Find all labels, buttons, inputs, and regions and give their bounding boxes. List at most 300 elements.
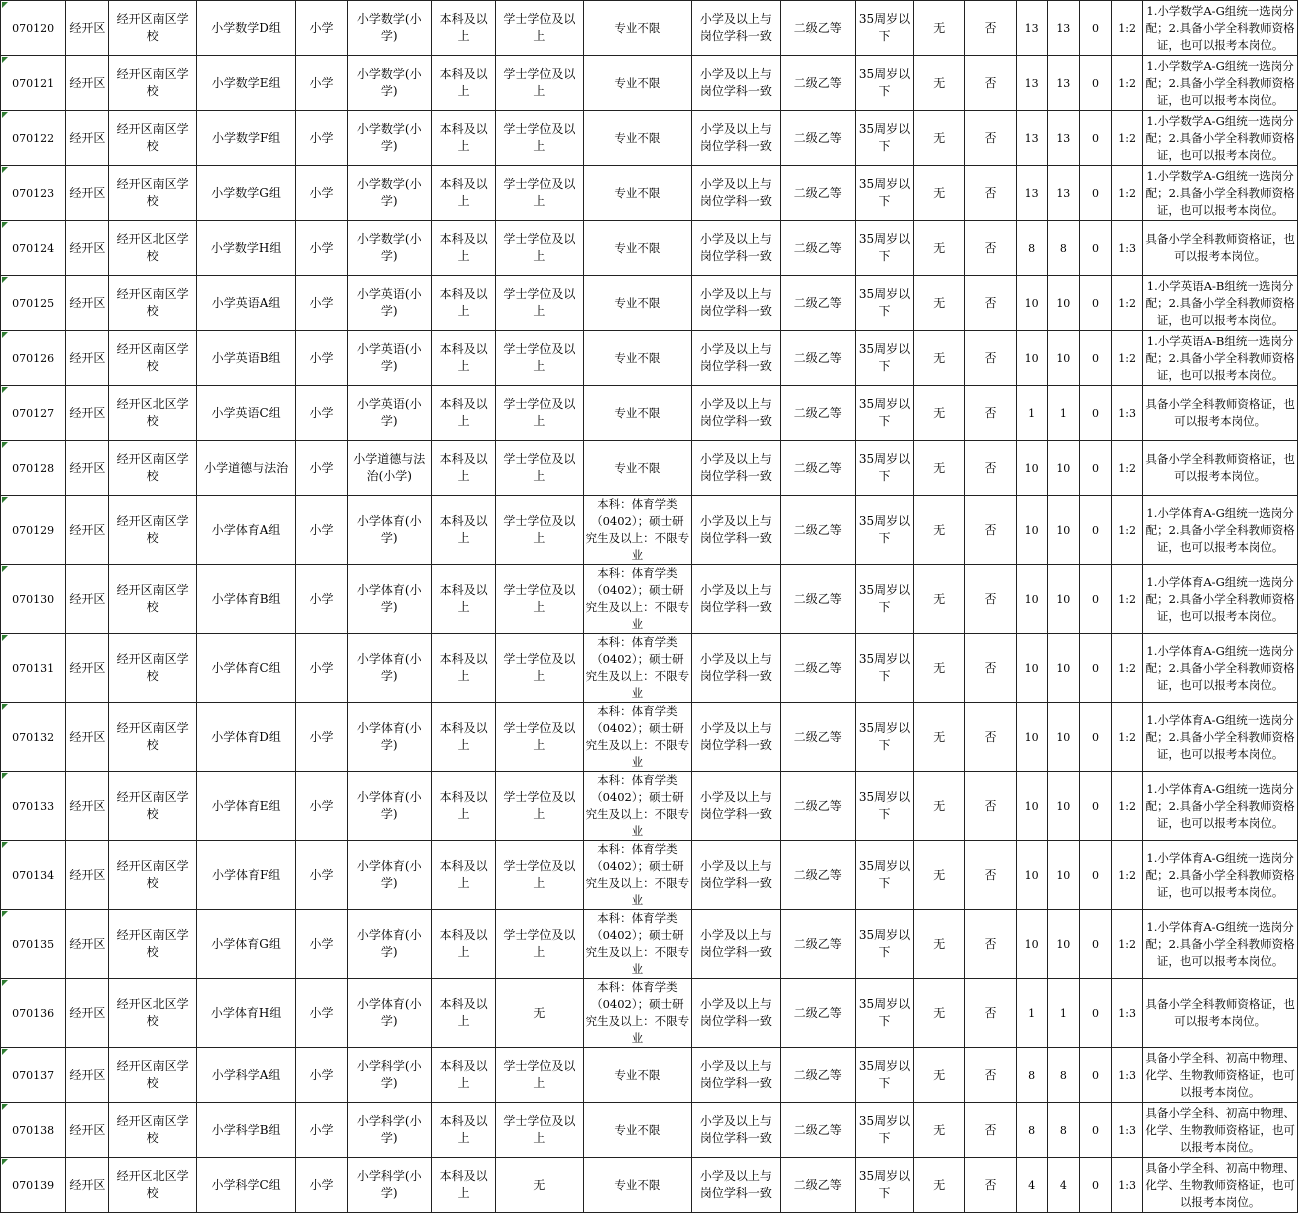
position-code-cell <box>1 979 66 1048</box>
count-cell: 1 <box>1047 979 1079 1048</box>
mandarin-grade-cell: 二级乙等 <box>780 910 855 979</box>
count-cell: 0 <box>1079 1 1111 56</box>
ratio-cell: 1:2 <box>1112 276 1143 331</box>
position-code-cell <box>1 56 66 111</box>
education-cell: 本科及以上 <box>431 221 495 276</box>
remarks-cell: 1.小学英语A-B组统一选岗分配；2.具备小学全科教师资格证，也可以报考本岗位。 <box>1143 331 1298 386</box>
count-cell: 0 <box>1079 703 1111 772</box>
position-code-cell <box>1 276 66 331</box>
position-code-cell <box>1 1 66 56</box>
certificate-cell: 小学及以上与岗位学科一致 <box>692 111 780 166</box>
cell-comment-marker-icon <box>2 1049 8 1055</box>
major-cell: 专业不限 <box>583 276 692 331</box>
age-cell: 35周岁以下 <box>855 841 913 910</box>
count-cell: 10 <box>1016 703 1047 772</box>
degree-cell: 学士学位及以上 <box>496 221 583 276</box>
district-cell: 经开区 <box>66 910 109 979</box>
remarks-cell: 1.小学数学A-G组统一选岗分配；2.具备小学全科教师资格证，也可以报考本岗位。 <box>1143 56 1298 111</box>
table-row <box>1 772 1298 841</box>
count-cell: 10 <box>1047 496 1079 565</box>
school-cell: 经开区南区学校 <box>109 166 196 221</box>
position-code-text: 070124 <box>12 241 55 255</box>
degree-cell: 学士学位及以上 <box>496 841 583 910</box>
restriction-cell: 否 <box>965 1 1016 56</box>
position-code-cell <box>1 703 66 772</box>
subject-cell: 小学体育(小学) <box>347 496 431 565</box>
count-cell: 10 <box>1016 565 1047 634</box>
restriction-cell: 否 <box>965 386 1016 441</box>
age-cell: 35周岁以下 <box>855 1158 913 1213</box>
subject-cell: 小学数学(小学) <box>347 56 431 111</box>
certificate-cell: 小学及以上与岗位学科一致 <box>692 1103 780 1158</box>
school-level-cell: 小学 <box>296 703 347 772</box>
position-code-text: 070138 <box>12 1123 55 1137</box>
experience-cell: 无 <box>914 979 965 1048</box>
position-code-text: 070126 <box>12 351 55 365</box>
mandarin-grade-cell: 二级乙等 <box>780 1048 855 1103</box>
ratio-cell: 1:2 <box>1112 841 1143 910</box>
degree-cell: 学士学位及以上 <box>496 166 583 221</box>
position-code-text: 070130 <box>12 592 55 606</box>
post-name-cell: 小学数学H组 <box>196 221 295 276</box>
count-cell: 10 <box>1047 634 1079 703</box>
major-cell: 本科：体育学类（0402）；硕士研究生及以上：不限专业 <box>583 496 692 565</box>
cell-comment-marker-icon <box>2 1159 8 1165</box>
experience-cell: 无 <box>914 221 965 276</box>
position-code-cell <box>1 111 66 166</box>
table-row <box>1 634 1298 703</box>
cell-comment-marker-icon <box>2 442 8 448</box>
district-cell: 经开区 <box>66 276 109 331</box>
education-cell: 本科及以上 <box>431 496 495 565</box>
degree-cell: 学士学位及以上 <box>496 634 583 703</box>
subject-cell: 小学数学(小学) <box>347 1 431 56</box>
count-cell: 10 <box>1016 634 1047 703</box>
certificate-cell: 小学及以上与岗位学科一致 <box>692 386 780 441</box>
count-cell: 0 <box>1079 772 1111 841</box>
restriction-cell: 否 <box>965 910 1016 979</box>
position-code-cell <box>1 1103 66 1158</box>
school-cell: 经开区南区学校 <box>109 910 196 979</box>
mandarin-grade-cell: 二级乙等 <box>780 979 855 1048</box>
education-cell: 本科及以上 <box>431 772 495 841</box>
table-row <box>1 841 1298 910</box>
count-cell: 8 <box>1016 221 1047 276</box>
mandarin-grade-cell: 二级乙等 <box>780 441 855 496</box>
count-cell: 8 <box>1016 1103 1047 1158</box>
count-cell: 10 <box>1016 496 1047 565</box>
count-cell: 10 <box>1016 910 1047 979</box>
district-cell: 经开区 <box>66 166 109 221</box>
mandarin-grade-cell: 二级乙等 <box>780 772 855 841</box>
subject-cell: 小学道德与法治(小学) <box>347 441 431 496</box>
certificate-cell: 小学及以上与岗位学科一致 <box>692 496 780 565</box>
district-cell: 经开区 <box>66 56 109 111</box>
count-cell: 0 <box>1079 56 1111 111</box>
education-cell: 本科及以上 <box>431 565 495 634</box>
count-cell: 0 <box>1079 386 1111 441</box>
certificate-cell: 小学及以上与岗位学科一致 <box>692 979 780 1048</box>
remarks-cell: 具备小学全科教师资格证，也可以报考本岗位。 <box>1143 221 1298 276</box>
ratio-cell: 1:2 <box>1112 634 1143 703</box>
ratio-cell: 1:2 <box>1112 111 1143 166</box>
certificate-cell: 小学及以上与岗位学科一致 <box>692 772 780 841</box>
position-code-text: 070127 <box>12 406 55 420</box>
degree-cell: 学士学位及以上 <box>496 56 583 111</box>
district-cell: 经开区 <box>66 496 109 565</box>
position-code-text: 070129 <box>12 523 55 537</box>
post-name-cell: 小学英语A组 <box>196 276 295 331</box>
degree-cell: 学士学位及以上 <box>496 441 583 496</box>
age-cell: 35周岁以下 <box>855 565 913 634</box>
post-name-cell: 小学英语C组 <box>196 386 295 441</box>
major-cell: 专业不限 <box>583 56 692 111</box>
subject-cell: 小学体育(小学) <box>347 979 431 1048</box>
age-cell: 35周岁以下 <box>855 221 913 276</box>
mandarin-grade-cell: 二级乙等 <box>780 221 855 276</box>
count-cell: 0 <box>1079 496 1111 565</box>
certificate-cell: 小学及以上与岗位学科一致 <box>692 221 780 276</box>
subject-cell: 小学体育(小学) <box>347 703 431 772</box>
table-row <box>1 979 1298 1048</box>
mandarin-grade-cell: 二级乙等 <box>780 276 855 331</box>
count-cell: 8 <box>1016 1048 1047 1103</box>
table-row <box>1 496 1298 565</box>
restriction-cell: 否 <box>965 496 1016 565</box>
count-cell: 10 <box>1047 772 1079 841</box>
school-cell: 经开区南区学校 <box>109 496 196 565</box>
experience-cell: 无 <box>914 331 965 386</box>
restriction-cell: 否 <box>965 111 1016 166</box>
school-cell: 经开区南区学校 <box>109 1 196 56</box>
position-code-text: 070134 <box>12 868 55 882</box>
position-code-text: 070133 <box>12 799 55 813</box>
position-code-text: 070136 <box>12 1006 55 1020</box>
experience-cell: 无 <box>914 841 965 910</box>
degree-cell: 学士学位及以上 <box>496 111 583 166</box>
school-level-cell: 小学 <box>296 634 347 703</box>
experience-cell: 无 <box>914 1103 965 1158</box>
age-cell: 35周岁以下 <box>855 634 913 703</box>
education-cell: 本科及以上 <box>431 331 495 386</box>
position-code-cell <box>1 496 66 565</box>
major-cell: 本科：体育学类（0402）；硕士研究生及以上：不限专业 <box>583 565 692 634</box>
count-cell: 0 <box>1079 1103 1111 1158</box>
school-level-cell: 小学 <box>296 221 347 276</box>
major-cell: 专业不限 <box>583 1 692 56</box>
count-cell: 10 <box>1047 703 1079 772</box>
table-row <box>1 1103 1298 1158</box>
restriction-cell: 否 <box>965 331 1016 386</box>
count-cell: 0 <box>1079 276 1111 331</box>
experience-cell: 无 <box>914 1048 965 1103</box>
degree-cell: 学士学位及以上 <box>496 1048 583 1103</box>
school-cell: 经开区南区学校 <box>109 703 196 772</box>
certificate-cell: 小学及以上与岗位学科一致 <box>692 841 780 910</box>
restriction-cell: 否 <box>965 979 1016 1048</box>
degree-cell: 学士学位及以上 <box>496 331 583 386</box>
mandarin-grade-cell: 二级乙等 <box>780 634 855 703</box>
major-cell: 专业不限 <box>583 1048 692 1103</box>
count-cell: 0 <box>1079 1158 1111 1213</box>
major-cell: 专业不限 <box>583 111 692 166</box>
major-cell: 专业不限 <box>583 441 692 496</box>
mandarin-grade-cell: 二级乙等 <box>780 1103 855 1158</box>
ratio-cell: 1:2 <box>1112 56 1143 111</box>
cell-comment-marker-icon <box>2 332 8 338</box>
education-cell: 本科及以上 <box>431 276 495 331</box>
mandarin-grade-cell: 二级乙等 <box>780 703 855 772</box>
experience-cell: 无 <box>914 111 965 166</box>
school-cell: 经开区南区学校 <box>109 772 196 841</box>
post-name-cell: 小学体育A组 <box>196 496 295 565</box>
ratio-cell: 1:2 <box>1112 772 1143 841</box>
school-level-cell: 小学 <box>296 496 347 565</box>
major-cell: 专业不限 <box>583 221 692 276</box>
certificate-cell: 小学及以上与岗位学科一致 <box>692 56 780 111</box>
post-name-cell: 小学体育F组 <box>196 841 295 910</box>
certificate-cell: 小学及以上与岗位学科一致 <box>692 565 780 634</box>
table-row <box>1 56 1298 111</box>
ratio-cell: 1:3 <box>1112 1103 1143 1158</box>
position-code-cell <box>1 634 66 703</box>
position-code-text: 070137 <box>12 1068 55 1082</box>
cell-comment-marker-icon <box>2 1104 8 1110</box>
major-cell: 本科：体育学类（0402）；硕士研究生及以上：不限专业 <box>583 841 692 910</box>
count-cell: 0 <box>1079 910 1111 979</box>
degree-cell: 学士学位及以上 <box>496 565 583 634</box>
school-level-cell: 小学 <box>296 1048 347 1103</box>
experience-cell: 无 <box>914 386 965 441</box>
experience-cell: 无 <box>914 910 965 979</box>
cell-comment-marker-icon <box>2 566 8 572</box>
cell-comment-marker-icon <box>2 112 8 118</box>
count-cell: 1 <box>1016 386 1047 441</box>
table-row <box>1 910 1298 979</box>
subject-cell: 小学科学(小学) <box>347 1103 431 1158</box>
subject-cell: 小学数学(小学) <box>347 111 431 166</box>
mandarin-grade-cell: 二级乙等 <box>780 386 855 441</box>
count-cell: 10 <box>1047 331 1079 386</box>
remarks-cell: 1.小学体育A-G组统一选岗分配；2.具备小学全科教师资格证，也可以报考本岗位。 <box>1143 703 1298 772</box>
cell-comment-marker-icon <box>2 387 8 393</box>
remarks-cell: 1.小学数学A-G组统一选岗分配；2.具备小学全科教师资格证，也可以报考本岗位。 <box>1143 1 1298 56</box>
certificate-cell: 小学及以上与岗位学科一致 <box>692 634 780 703</box>
school-cell: 经开区南区学校 <box>109 111 196 166</box>
count-cell: 4 <box>1047 1158 1079 1213</box>
count-cell: 13 <box>1016 56 1047 111</box>
school-level-cell: 小学 <box>296 166 347 221</box>
school-cell: 经开区南区学校 <box>109 565 196 634</box>
position-code-cell <box>1 841 66 910</box>
experience-cell: 无 <box>914 1158 965 1213</box>
education-cell: 本科及以上 <box>431 166 495 221</box>
position-code-text: 070121 <box>12 76 55 90</box>
education-cell: 本科及以上 <box>431 841 495 910</box>
certificate-cell: 小学及以上与岗位学科一致 <box>692 331 780 386</box>
cell-comment-marker-icon <box>2 222 8 228</box>
major-cell: 专业不限 <box>583 1158 692 1213</box>
position-code-text: 070120 <box>12 21 55 35</box>
school-cell: 经开区北区学校 <box>109 1158 196 1213</box>
mandarin-grade-cell: 二级乙等 <box>780 1158 855 1213</box>
degree-cell: 学士学位及以上 <box>496 496 583 565</box>
subject-cell: 小学科学(小学) <box>347 1048 431 1103</box>
degree-cell: 学士学位及以上 <box>496 1 583 56</box>
table-row <box>1 276 1298 331</box>
district-cell: 经开区 <box>66 111 109 166</box>
school-cell: 经开区南区学校 <box>109 1048 196 1103</box>
restriction-cell: 否 <box>965 841 1016 910</box>
certificate-cell: 小学及以上与岗位学科一致 <box>692 166 780 221</box>
district-cell: 经开区 <box>66 386 109 441</box>
subject-cell: 小学科学(小学) <box>347 1158 431 1213</box>
district-cell: 经开区 <box>66 221 109 276</box>
certificate-cell: 小学及以上与岗位学科一致 <box>692 276 780 331</box>
subject-cell: 小学数学(小学) <box>347 221 431 276</box>
school-level-cell: 小学 <box>296 276 347 331</box>
mandarin-grade-cell: 二级乙等 <box>780 111 855 166</box>
subject-cell: 小学体育(小学) <box>347 841 431 910</box>
table-row <box>1 703 1298 772</box>
school-cell: 经开区南区学校 <box>109 841 196 910</box>
position-code-cell <box>1 1048 66 1103</box>
count-cell: 13 <box>1047 111 1079 166</box>
post-name-cell: 小学体育G组 <box>196 910 295 979</box>
mandarin-grade-cell: 二级乙等 <box>780 565 855 634</box>
cell-comment-marker-icon <box>2 911 8 917</box>
experience-cell: 无 <box>914 634 965 703</box>
count-cell: 0 <box>1079 111 1111 166</box>
degree-cell: 无 <box>496 1158 583 1213</box>
cell-comment-marker-icon <box>2 57 8 63</box>
major-cell: 专业不限 <box>583 386 692 441</box>
education-cell: 本科及以上 <box>431 979 495 1048</box>
count-cell: 10 <box>1016 331 1047 386</box>
count-cell: 10 <box>1016 441 1047 496</box>
district-cell: 经开区 <box>66 703 109 772</box>
subject-cell: 小学体育(小学) <box>347 910 431 979</box>
age-cell: 35周岁以下 <box>855 496 913 565</box>
school-level-cell: 小学 <box>296 910 347 979</box>
experience-cell: 无 <box>914 166 965 221</box>
count-cell: 0 <box>1079 979 1111 1048</box>
count-cell: 13 <box>1016 111 1047 166</box>
school-cell: 经开区南区学校 <box>109 331 196 386</box>
count-cell: 0 <box>1079 565 1111 634</box>
count-cell: 13 <box>1047 1 1079 56</box>
position-code-cell <box>1 772 66 841</box>
table-row <box>1 111 1298 166</box>
district-cell: 经开区 <box>66 772 109 841</box>
post-name-cell: 小学科学A组 <box>196 1048 295 1103</box>
school-cell: 经开区南区学校 <box>109 1103 196 1158</box>
remarks-cell: 1.小学体育A-G组统一选岗分配；2.具备小学全科教师资格证，也可以报考本岗位。 <box>1143 634 1298 703</box>
degree-cell: 学士学位及以上 <box>496 1103 583 1158</box>
count-cell: 10 <box>1047 910 1079 979</box>
restriction-cell: 否 <box>965 56 1016 111</box>
ratio-cell: 1:2 <box>1112 910 1143 979</box>
experience-cell: 无 <box>914 1 965 56</box>
district-cell: 经开区 <box>66 1103 109 1158</box>
position-code-text: 070135 <box>12 937 55 951</box>
cell-comment-marker-icon <box>2 773 8 779</box>
table-row <box>1 386 1298 441</box>
age-cell: 35周岁以下 <box>855 703 913 772</box>
restriction-cell: 否 <box>965 703 1016 772</box>
count-cell: 10 <box>1016 841 1047 910</box>
table-row <box>1 166 1298 221</box>
age-cell: 35周岁以下 <box>855 166 913 221</box>
certificate-cell: 小学及以上与岗位学科一致 <box>692 910 780 979</box>
education-cell: 本科及以上 <box>431 1158 495 1213</box>
position-code-cell <box>1 1158 66 1213</box>
position-code-cell <box>1 910 66 979</box>
table-row <box>1 1158 1298 1213</box>
ratio-cell: 1:3 <box>1112 1048 1143 1103</box>
count-cell: 0 <box>1079 166 1111 221</box>
cell-comment-marker-icon <box>2 842 8 848</box>
ratio-cell: 1:3 <box>1112 1158 1143 1213</box>
school-level-cell: 小学 <box>296 111 347 166</box>
experience-cell: 无 <box>914 56 965 111</box>
restriction-cell: 否 <box>965 276 1016 331</box>
district-cell: 经开区 <box>66 1 109 56</box>
remarks-cell: 1.小学英语A-B组统一选岗分配；2.具备小学全科教师资格证，也可以报考本岗位。 <box>1143 276 1298 331</box>
restriction-cell: 否 <box>965 221 1016 276</box>
count-cell: 0 <box>1079 441 1111 496</box>
school-cell: 经开区南区学校 <box>109 634 196 703</box>
age-cell: 35周岁以下 <box>855 331 913 386</box>
count-cell: 8 <box>1047 1103 1079 1158</box>
position-code-text: 070139 <box>12 1178 55 1192</box>
position-code-text: 070122 <box>12 131 55 145</box>
post-name-cell: 小学数学E组 <box>196 56 295 111</box>
count-cell: 0 <box>1079 221 1111 276</box>
experience-cell: 无 <box>914 565 965 634</box>
school-cell: 经开区南区学校 <box>109 276 196 331</box>
restriction-cell: 否 <box>965 565 1016 634</box>
certificate-cell: 小学及以上与岗位学科一致 <box>692 703 780 772</box>
mandarin-grade-cell: 二级乙等 <box>780 496 855 565</box>
major-cell: 本科：体育学类（0402）；硕士研究生及以上：不限专业 <box>583 772 692 841</box>
cell-comment-marker-icon <box>2 277 8 283</box>
ratio-cell: 1:3 <box>1112 221 1143 276</box>
major-cell: 本科：体育学类（0402）；硕士研究生及以上：不限专业 <box>583 703 692 772</box>
count-cell: 10 <box>1047 841 1079 910</box>
school-level-cell: 小学 <box>296 1103 347 1158</box>
count-cell: 10 <box>1016 276 1047 331</box>
school-level-cell: 小学 <box>296 772 347 841</box>
experience-cell: 无 <box>914 276 965 331</box>
school-cell: 经开区北区学校 <box>109 386 196 441</box>
district-cell: 经开区 <box>66 979 109 1048</box>
ratio-cell: 1:2 <box>1112 1 1143 56</box>
post-name-cell: 小学数学F组 <box>196 111 295 166</box>
school-level-cell: 小学 <box>296 841 347 910</box>
restriction-cell: 否 <box>965 1048 1016 1103</box>
certificate-cell: 小学及以上与岗位学科一致 <box>692 1158 780 1213</box>
count-cell: 10 <box>1047 441 1079 496</box>
subject-cell: 小学体育(小学) <box>347 634 431 703</box>
position-code-text: 070131 <box>12 661 55 675</box>
table-row <box>1 565 1298 634</box>
mandarin-grade-cell: 二级乙等 <box>780 1 855 56</box>
position-code-cell <box>1 386 66 441</box>
degree-cell: 无 <box>496 979 583 1048</box>
subject-cell: 小学英语(小学) <box>347 331 431 386</box>
subject-cell: 小学体育(小学) <box>347 772 431 841</box>
